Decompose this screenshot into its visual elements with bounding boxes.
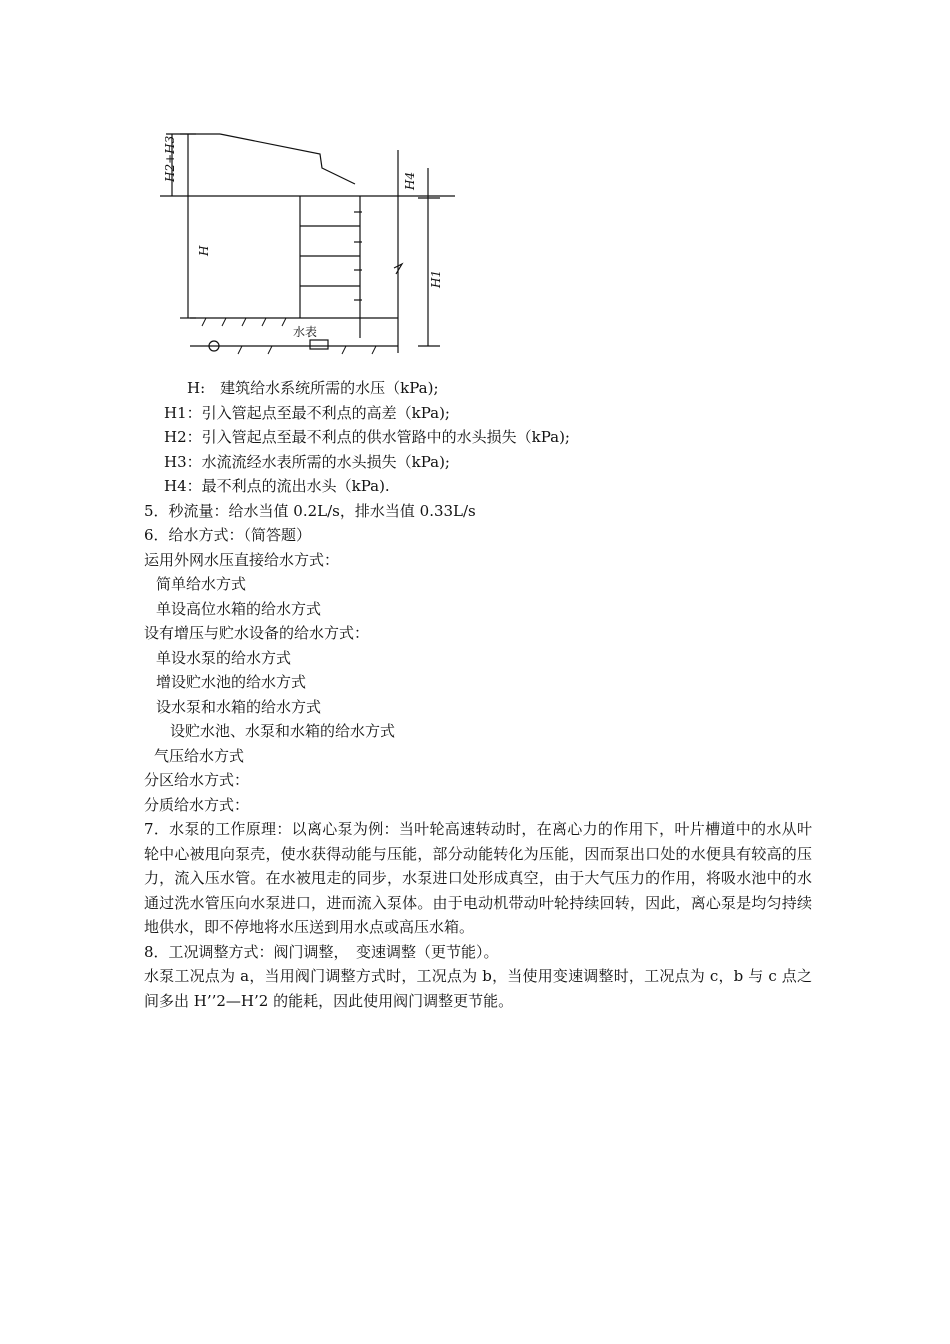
label-h1: H1 [429, 269, 443, 288]
label-water-meter: 水表 [293, 325, 318, 339]
supply-method: 设水泵和水箱的给水方式 [156, 697, 322, 716]
definition-h3: H3：水流流经水表所需的水头损失（kPa); [164, 452, 450, 471]
item-6-heading: 6．给水方式：（简答题） [144, 526, 312, 544]
supply-method: 单设高位水箱的给水方式 [156, 599, 322, 618]
supply-method: 设贮水池、水泵和水箱的给水方式 [170, 722, 396, 740]
supply-method: 简单给水方式 [156, 575, 247, 593]
supply-method: 单设水泵的给水方式 [156, 648, 292, 667]
item-7-pump-principle: 7．水泵的工作原理：以离心泵为例：当叶轮高速转动时，在离心力的作用下，叶片槽道中的水从叶轮中心被甩向泵壳，使水获得动能与压能，部分动能转化为压能，因而泵出口处的水便具有较高的压力，流入压水管。在水被甩走的同步，水泵进口处形成真空，由于大气压力的作用，将吸水池中的水通过洗水管压向水泵进口，进而流入泵体。由于电动机带动叶轮持续回转，因此，离心泵是均匀持续地供水，即不停地将水压送到用水点或高压水箱。 [144, 820, 812, 936]
supply-group-4: 分质给水方式： [144, 795, 250, 814]
label-h4: H4 [403, 171, 417, 190]
label-h2h3: H2+H3 [163, 135, 177, 182]
supply-method: 增设贮水池的给水方式 [156, 673, 307, 691]
item-5-second-flow: 5．秒流量：给水当值 0.2L/s，排水当值 0.33L/s [144, 501, 476, 520]
item-8-heading: 8．工况调整方式：阀门调整， 变速调整（更节能）。 [144, 942, 499, 961]
definition-h: H: 建筑给水系统所需的水压（kPa); [187, 379, 439, 397]
document-text [144, 376, 814, 1013]
definition-h2: H2：引入管起点至最不利点的供水管路中的水头损失（kPa); [164, 428, 570, 446]
definition-h4: H4：最不利点的流出水头（kPa). [164, 477, 390, 495]
item-8-text: 水泵工况点为 a，当用阀门调整方式时，工况点为 b，当使用变速调整时，工况点为 c，b 与 c 点之间多出 H’’2—H’2 的能耗，因此使用阀门调整更节能。 [144, 967, 812, 1010]
supply-group-2: 设有增压与贮水设备的给水方式： [144, 624, 370, 642]
label-h: H [197, 245, 211, 256]
supply-method: 气压给水方式 [154, 746, 245, 765]
water-pressure-diagram [150, 128, 470, 363]
supply-group-3: 分区给水方式： [144, 771, 250, 789]
definition-h1: H1：引入管起点至最不利点的高差（kPa); [164, 403, 450, 422]
supply-group-1: 运用外网水压直接给水方式： [144, 550, 340, 569]
